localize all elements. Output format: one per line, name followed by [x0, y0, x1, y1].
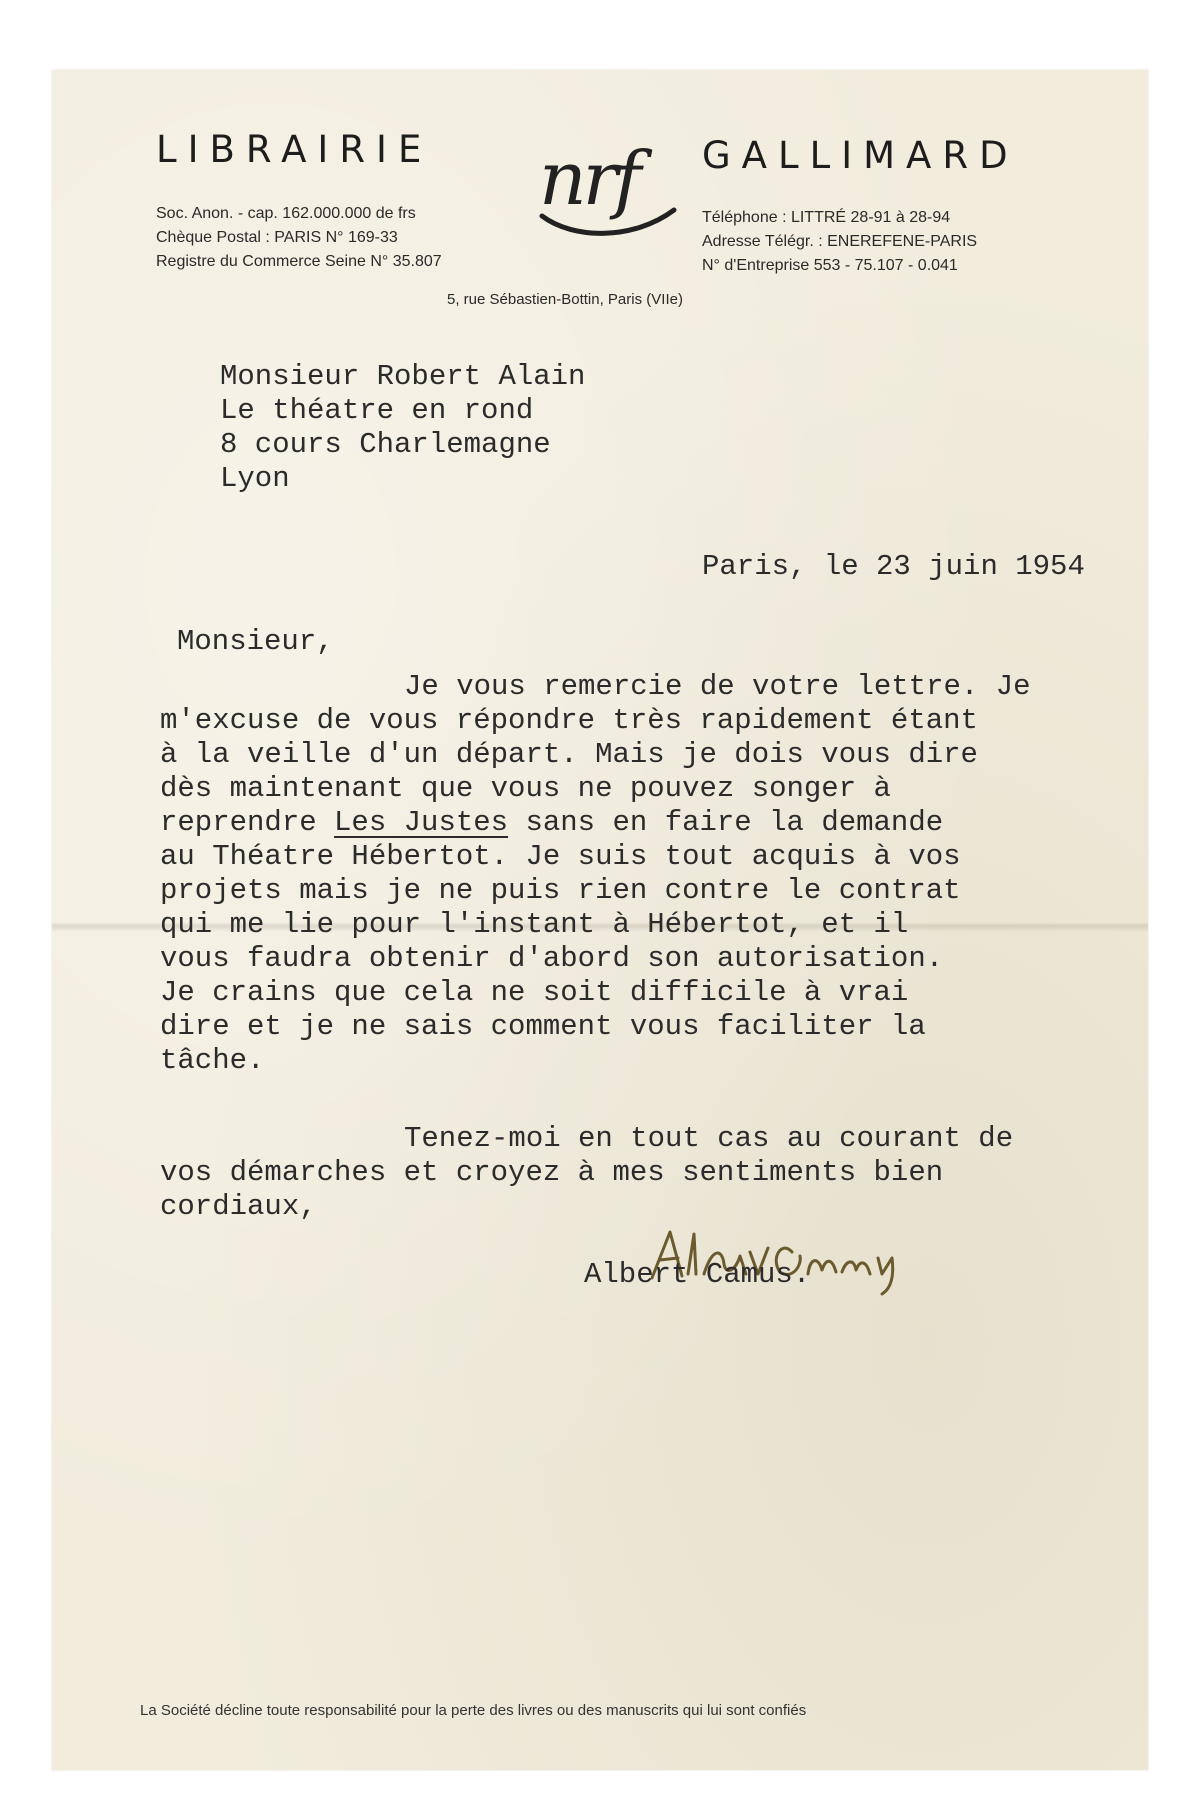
footer-disclaimer: La Société décline toute responsabilité pour la perte des livres ou des manuscrits qui lui sont confiés: [140, 1702, 807, 1719]
company-enterprise-number: N° d'Entreprise 553 - 75.107 - 0.041: [702, 257, 958, 274]
typed-signature: Albert Camus.: [584, 1258, 811, 1291]
salutation: Monsieur,: [177, 625, 334, 658]
recipient-city: Lyon: [220, 462, 290, 495]
recipient-theatre: Le théatre en rond: [220, 394, 534, 427]
logo-swash-icon: [534, 206, 684, 240]
paragraph-1-line: Je crains que cela ne soit difficile à vrai: [160, 976, 909, 1009]
company-info-left: [156, 202, 442, 274]
company-postal-check: Chèque Postal : PARIS N° 169-33: [156, 229, 398, 246]
paragraph-2-line: vos démarches et croyez à mes sentiments bien: [160, 1156, 944, 1189]
recipient-street: 8 cours Charlemagne: [220, 428, 551, 461]
nrf-logo: nrf: [539, 136, 638, 222]
letterhead-left-word: LIBRAIRIE: [156, 128, 433, 171]
paragraph-1-line: Je vous remercie de votre lettre. Je: [404, 670, 1031, 703]
paragraph-1-line: qui me lie pour l'instant à Hébertot, et il: [160, 908, 909, 941]
paragraph-1-line: tâche.: [160, 1044, 265, 1077]
company-telegram: Adresse Télégr. : ENEREFENE-PARIS: [702, 233, 978, 250]
letter-paper: [52, 70, 1148, 1770]
line-text: sans en faire la demande: [508, 806, 944, 839]
paragraph-1-line-title: [160, 806, 943, 840]
company-capital: Soc. Anon. - cap. 162.000.000 de frs: [156, 205, 416, 222]
letter-date: Paris, le 23 juin 1954: [702, 550, 1085, 583]
paragraph-1-line: vous faudra obtenir d'abord son autorisation.: [160, 942, 944, 975]
paragraph-2-line: cordiaux,: [160, 1190, 317, 1223]
company-registry: Registre du Commerce Seine N° 35.807: [156, 253, 442, 270]
company-phone: Téléphone : LITTRÉ 28-91 à 28-94: [702, 209, 951, 226]
line-text: reprendre: [160, 806, 335, 839]
paragraph-1-line: à la veille d'un départ. Mais je dois vous dire: [160, 738, 978, 771]
paragraph-1-line: au Théatre Hébertot. Je suis tout acquis à vos: [160, 840, 961, 873]
company-info-right: [702, 206, 977, 278]
paragraph-2-line: Tenez-moi en tout cas au courant de: [404, 1122, 1014, 1155]
play-title-les-justes: Les Justes: [334, 806, 509, 839]
company-address: 5, rue Sébastien-Bottin, Paris (VIIe): [447, 291, 683, 308]
recipient-block: [220, 360, 585, 496]
paragraph-1-line: m'excuse de vous répondre très rapidement étant: [160, 704, 978, 737]
paragraph-1-line: dire et je ne sais comment vous faciliter la: [160, 1010, 926, 1043]
letterhead-right-word: GALLIMARD: [702, 134, 1019, 177]
paragraph-1-line: dès maintenant que vous ne pouvez songer à: [160, 772, 891, 805]
recipient-name: Monsieur Robert Alain: [220, 360, 586, 393]
paragraph-1-line: projets mais je ne puis rien contre le contrat: [160, 874, 961, 907]
